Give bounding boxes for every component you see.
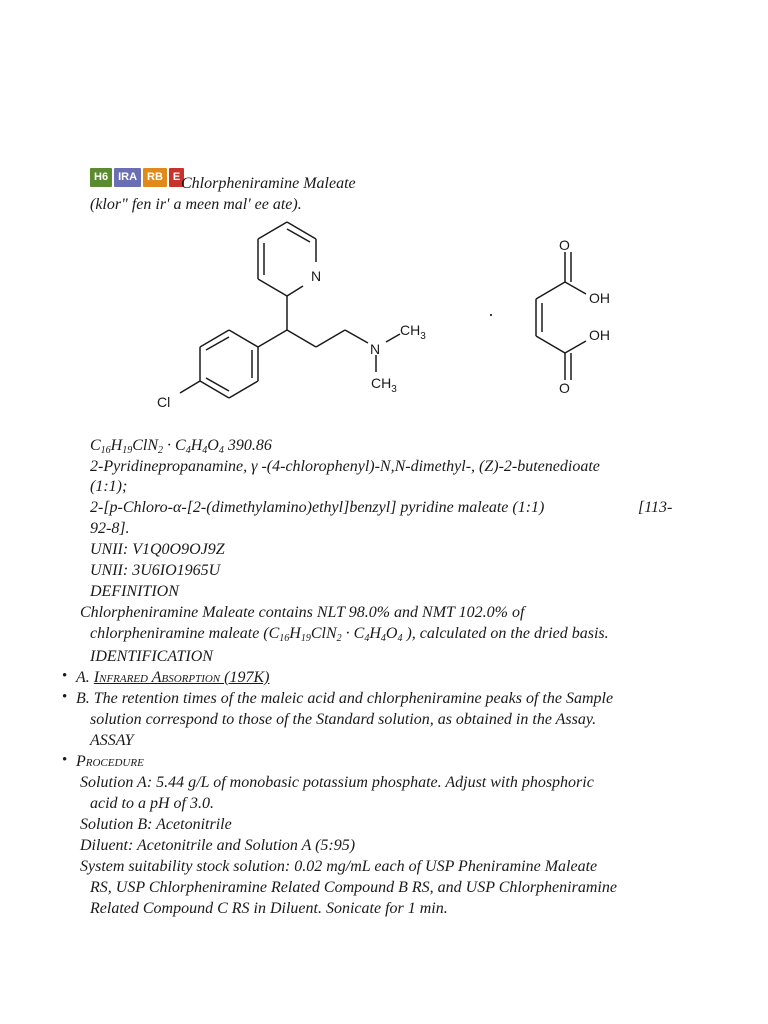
badge-e: E bbox=[169, 168, 184, 187]
badge-rb: RB bbox=[143, 168, 167, 187]
structure-bonds bbox=[180, 222, 586, 398]
infrared-absorption-link[interactable]: Infrared Absorption (197K) bbox=[93, 669, 270, 686]
atom-o-top: O bbox=[559, 237, 570, 253]
identification-heading: IDENTIFICATION bbox=[90, 648, 213, 665]
unii-1: UNII: V1Q0O9OJ9Z bbox=[90, 541, 225, 558]
atom-oh-top: OH bbox=[589, 290, 610, 306]
atom-oh-bottom: OH bbox=[589, 327, 610, 343]
cas-number: [113- bbox=[638, 499, 673, 516]
solution-a-2: acid to a pH of 3.0. bbox=[90, 795, 214, 812]
system-suitability-2: RS, USP Chlorpheniramine Related Compound B RS, and USP Chlorpheniramine bbox=[90, 879, 617, 896]
badge-h6: H6 bbox=[90, 168, 112, 187]
solution-a-1: Solution A: 5.44 g/L of monobasic potassium phosphate. Adjust with phosphoric bbox=[80, 774, 594, 791]
monograph-title: Chlorpheniramine Maleate bbox=[181, 175, 356, 192]
badge-ira: IRA bbox=[114, 168, 141, 187]
bullet: • bbox=[62, 668, 68, 684]
assay-heading: ASSAY bbox=[90, 732, 134, 749]
atom-n-amine: N bbox=[370, 341, 381, 357]
cas-number-cont: 92-8]. bbox=[90, 520, 130, 537]
identification-a: A. Infrared Absorption (197K) bbox=[76, 669, 270, 686]
atom-n-pyridine: N bbox=[311, 268, 322, 284]
atom-cl: Cl bbox=[157, 394, 171, 410]
identification-b-2: solution correspond to those of the Standard solution, as obtained in the Assay. bbox=[90, 711, 597, 728]
definition-text-2: chlorpheniramine maleate ($C_{16}H_{19}ClN_2 \cdot C_4H_4O_4$ ), calculated on the dried basis. bbox=[90, 625, 609, 644]
procedure-heading: Procedure bbox=[76, 753, 144, 770]
methyl-bottom: $CH_3$ bbox=[371, 375, 397, 395]
chemical-structure bbox=[0, 0, 768, 430]
system-suitability-1: System suitability stock solution: 0.02 mg/mL each of USP Pheniramine Maleate bbox=[80, 858, 598, 875]
definition-text-1: Chlorpheniramine Maleate contains NLT 98.0% and NMT 102.0% of bbox=[80, 604, 525, 621]
bullet: • bbox=[62, 752, 68, 768]
solution-b: Solution B: Acetonitrile bbox=[80, 816, 232, 833]
chemical-name-1-cont: (1:1); bbox=[90, 478, 128, 495]
pronunciation: (klor" fen ir' a meen mal' ee ate). bbox=[90, 196, 302, 213]
identification-b-1: B. The retention times of the maleic acid and chlorpheniramine peaks of the Sample bbox=[76, 690, 614, 707]
chemical-name-1: 2-Pyridinepropanamine, γ -(4-chlorophenyl)-N,N-dimethyl-, (Z)-2-butenedioate bbox=[90, 458, 600, 475]
system-suitability-3: Related Compound C RS in Diluent. Sonicate for 1 min. bbox=[90, 900, 448, 917]
atom-o-bottom: O bbox=[559, 380, 570, 396]
diluent: Diluent: Acetonitrile and Solution A (5:95) bbox=[80, 837, 356, 854]
chemical-name-2: 2-[p-Chloro-α-[2-(dimethylamino)ethyl]benzyl] pyridine maleate (1:1) bbox=[90, 499, 545, 516]
salt-dot: · bbox=[488, 304, 494, 324]
unii-2: UNII: 3U6IO1965U bbox=[90, 562, 221, 579]
definition-heading: DEFINITION bbox=[90, 583, 179, 600]
methyl-top: $CH_3$ bbox=[400, 322, 426, 342]
bullet: • bbox=[62, 689, 68, 705]
molecular-formula: $C_{16}H_{19}ClN_2 \cdot C_4H_4O_4$ 390.86 bbox=[90, 437, 272, 456]
